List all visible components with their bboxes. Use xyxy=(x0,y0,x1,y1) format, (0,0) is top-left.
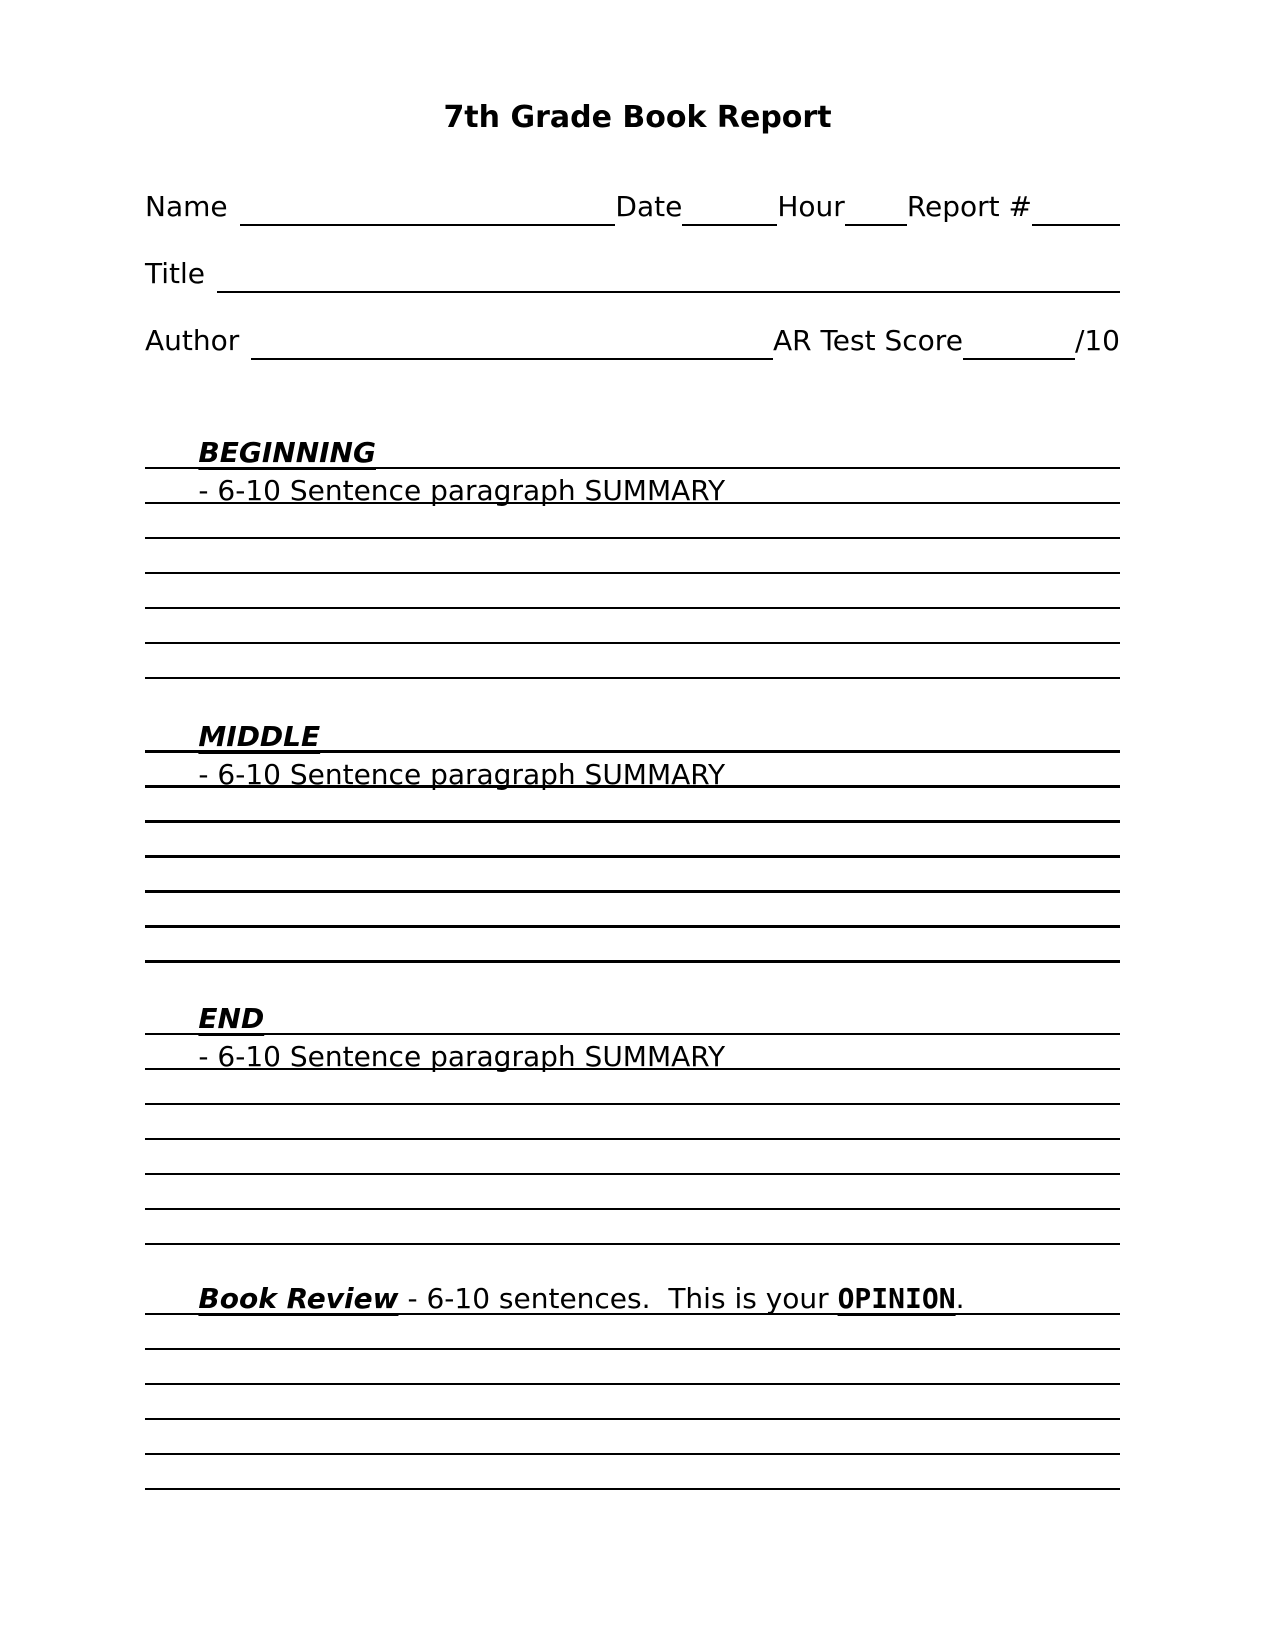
book-review-heading xyxy=(145,1242,1120,1315)
writing-line[interactable] xyxy=(145,1315,1120,1350)
writing-line[interactable] xyxy=(145,928,1120,963)
writing-line[interactable] xyxy=(145,1105,1120,1140)
ar-test-score-max-label: /10 xyxy=(1074,324,1120,357)
name-row xyxy=(145,188,1120,226)
book-review-opinion-emphasis: OPINION xyxy=(837,1282,956,1315)
author-row xyxy=(145,322,1120,360)
author-label: Author xyxy=(145,324,240,357)
writing-line[interactable] xyxy=(145,1000,1120,1035)
beginning-heading-word: BEGINNING xyxy=(198,436,376,469)
writing-line[interactable] xyxy=(145,1385,1120,1420)
writing-line[interactable] xyxy=(145,539,1120,574)
date-blank[interactable] xyxy=(682,196,777,226)
writing-line[interactable] xyxy=(145,893,1120,928)
middle-heading-word: MIDDLE xyxy=(198,720,321,753)
writing-line[interactable] xyxy=(145,1350,1120,1385)
section-book-review xyxy=(145,1242,1120,1490)
writing-line[interactable] xyxy=(145,1455,1120,1490)
writing-line[interactable] xyxy=(145,574,1120,609)
name-blank[interactable] xyxy=(240,196,616,226)
name-label: Name xyxy=(145,190,228,223)
hour-label: Hour xyxy=(777,190,845,223)
beginning-heading-description: - 6-10 Sentence paragraph SUMMARY xyxy=(198,474,726,507)
report-number-label: Report # xyxy=(906,190,1032,223)
section-middle xyxy=(145,680,1120,963)
book-review-heading-suffix: . xyxy=(955,1282,965,1315)
writing-line[interactable] xyxy=(145,858,1120,893)
middle-heading-description: - 6-10 Sentence paragraph SUMMARY xyxy=(198,758,726,791)
book-title-row xyxy=(145,255,1120,293)
writing-line[interactable] xyxy=(145,1210,1120,1245)
ar-test-score-blank[interactable] xyxy=(963,330,1075,360)
end-writing-lines xyxy=(145,1000,1120,1245)
end-heading xyxy=(145,962,1120,1073)
book-title-label: Title xyxy=(145,257,206,290)
book-review-heading-description: - 6-10 sentences. This is your xyxy=(407,1282,838,1315)
beginning-heading xyxy=(145,396,1120,507)
report-number-blank[interactable] xyxy=(1032,196,1120,226)
writing-line[interactable] xyxy=(145,609,1120,644)
book-title-blank[interactable] xyxy=(217,263,1120,293)
hour-blank[interactable] xyxy=(845,196,907,226)
writing-line[interactable] xyxy=(145,823,1120,858)
writing-line[interactable] xyxy=(145,1140,1120,1175)
author-blank[interactable] xyxy=(251,330,773,360)
end-heading-word: END xyxy=(198,1002,265,1035)
ar-test-score-label: AR Test Score xyxy=(772,324,963,357)
middle-heading xyxy=(145,680,1120,791)
page-title: 7th Grade Book Report xyxy=(443,100,832,135)
writing-line[interactable] xyxy=(145,644,1120,679)
end-heading-description: - 6-10 Sentence paragraph SUMMARY xyxy=(198,1040,726,1073)
book-review-heading-word: Book Review xyxy=(198,1282,399,1315)
date-label: Date xyxy=(615,190,683,223)
section-beginning xyxy=(145,396,1120,679)
section-end xyxy=(145,962,1120,1245)
writing-line[interactable] xyxy=(145,1175,1120,1210)
writing-line[interactable] xyxy=(145,1420,1120,1455)
